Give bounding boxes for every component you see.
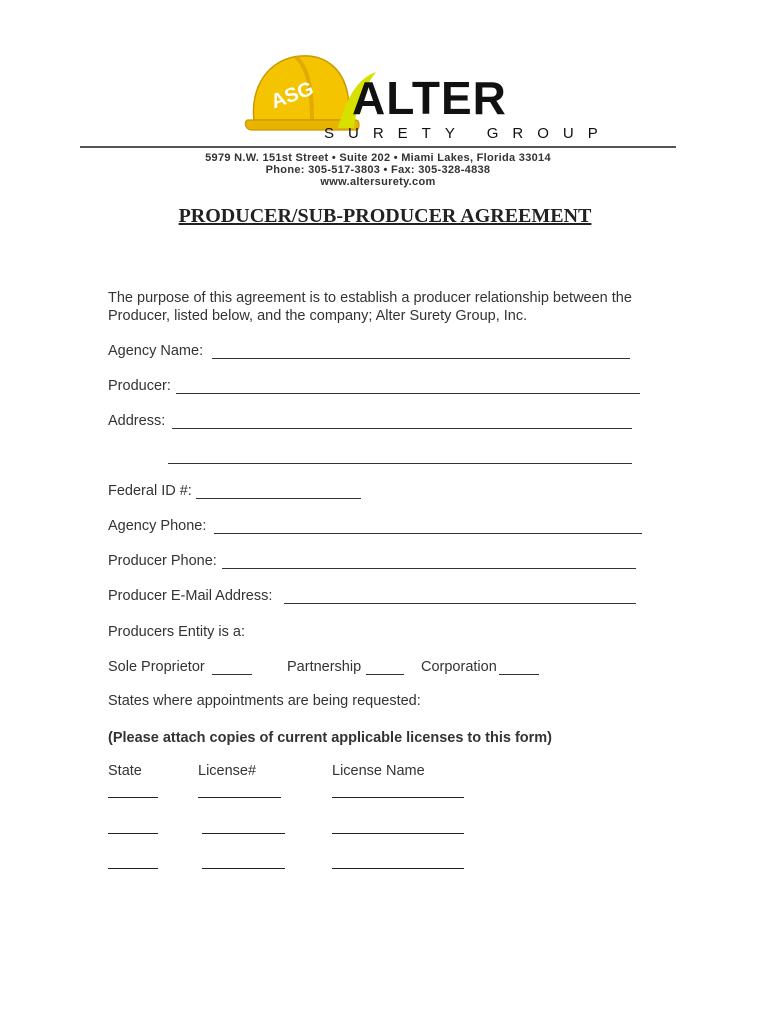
hard-hat-icon	[246, 48, 612, 144]
state-field[interactable]	[108, 796, 158, 798]
license-number-header: License#	[198, 763, 257, 779]
agency-name-field[interactable]	[212, 344, 630, 359]
agency-name-row	[108, 343, 203, 359]
state-field[interactable]	[108, 867, 158, 869]
license-number-field[interactable]	[202, 867, 285, 869]
address-row	[108, 413, 165, 429]
license-number-field[interactable]	[202, 832, 285, 834]
intro-paragraph: The purpose of this agreement is to establish a producer relationship between the Producer, listed below, and the company; Alter Surety Group, Inc.	[108, 290, 632, 324]
address-field-1[interactable]	[172, 414, 632, 429]
logo-name: ALTER	[352, 72, 507, 124]
entity-label: Producers Entity is a:	[108, 624, 245, 640]
corporation-field[interactable]	[499, 660, 539, 675]
agency-phone-label: Agency Phone:	[108, 518, 207, 534]
agency-phone-row	[108, 518, 206, 534]
corporation-label: Corporation	[421, 659, 497, 675]
website-link[interactable]: www.altersurety.com	[320, 176, 436, 188]
federal-id-row	[108, 483, 192, 499]
sole-proprietor-field[interactable]	[212, 660, 252, 675]
page-title: PRODUCER/SUB-PRODUCER AGREEMENT	[178, 205, 592, 227]
address-label: Address:	[108, 413, 166, 429]
contact-line: Phone: 305-517-3803 • Fax: 305-328-4838	[265, 164, 491, 176]
license-name-field[interactable]	[332, 867, 464, 869]
producer-email-label: Producer E-Mail Address:	[108, 588, 273, 604]
license-name-field[interactable]	[332, 796, 464, 798]
federal-id-label: Federal ID #:	[108, 483, 192, 499]
producer-row	[108, 378, 171, 394]
address-line: 5979 N.W. 151st Street • Suite 202 • Miami Lakes, Florida 33014	[205, 152, 551, 164]
agency-name-label: Agency Name:	[108, 343, 204, 359]
company-logo	[246, 48, 612, 144]
federal-id-field[interactable]	[196, 484, 361, 499]
producer-phone-label: Producer Phone:	[108, 553, 217, 569]
producer-phone-field[interactable]	[222, 554, 636, 569]
producer-label: Producer:	[108, 378, 171, 394]
logo-sub: SURETY GROUP	[324, 125, 612, 142]
partnership-field[interactable]	[366, 660, 404, 675]
header-divider	[80, 146, 676, 148]
producer-phone-row	[108, 553, 217, 569]
partnership-label: Partnership	[287, 659, 362, 675]
producer-field[interactable]	[176, 379, 640, 394]
states-label: States where appointments are being requested:	[108, 693, 421, 709]
license-number-field[interactable]	[198, 796, 281, 798]
sole-proprietor-label: Sole Proprietor	[108, 659, 205, 675]
agency-phone-field[interactable]	[214, 519, 642, 534]
state-field[interactable]	[108, 832, 158, 834]
producer-email-field[interactable]	[284, 589, 636, 604]
address-field-2[interactable]	[168, 449, 632, 464]
attach-note: (Please attach copies of current applicable licenses to this form)	[108, 730, 552, 746]
state-header: State	[108, 763, 142, 779]
producer-email-row	[108, 588, 272, 604]
logo-mark: ASG	[268, 77, 317, 114]
license-name-header: License Name	[332, 763, 425, 779]
license-name-field[interactable]	[332, 832, 464, 834]
